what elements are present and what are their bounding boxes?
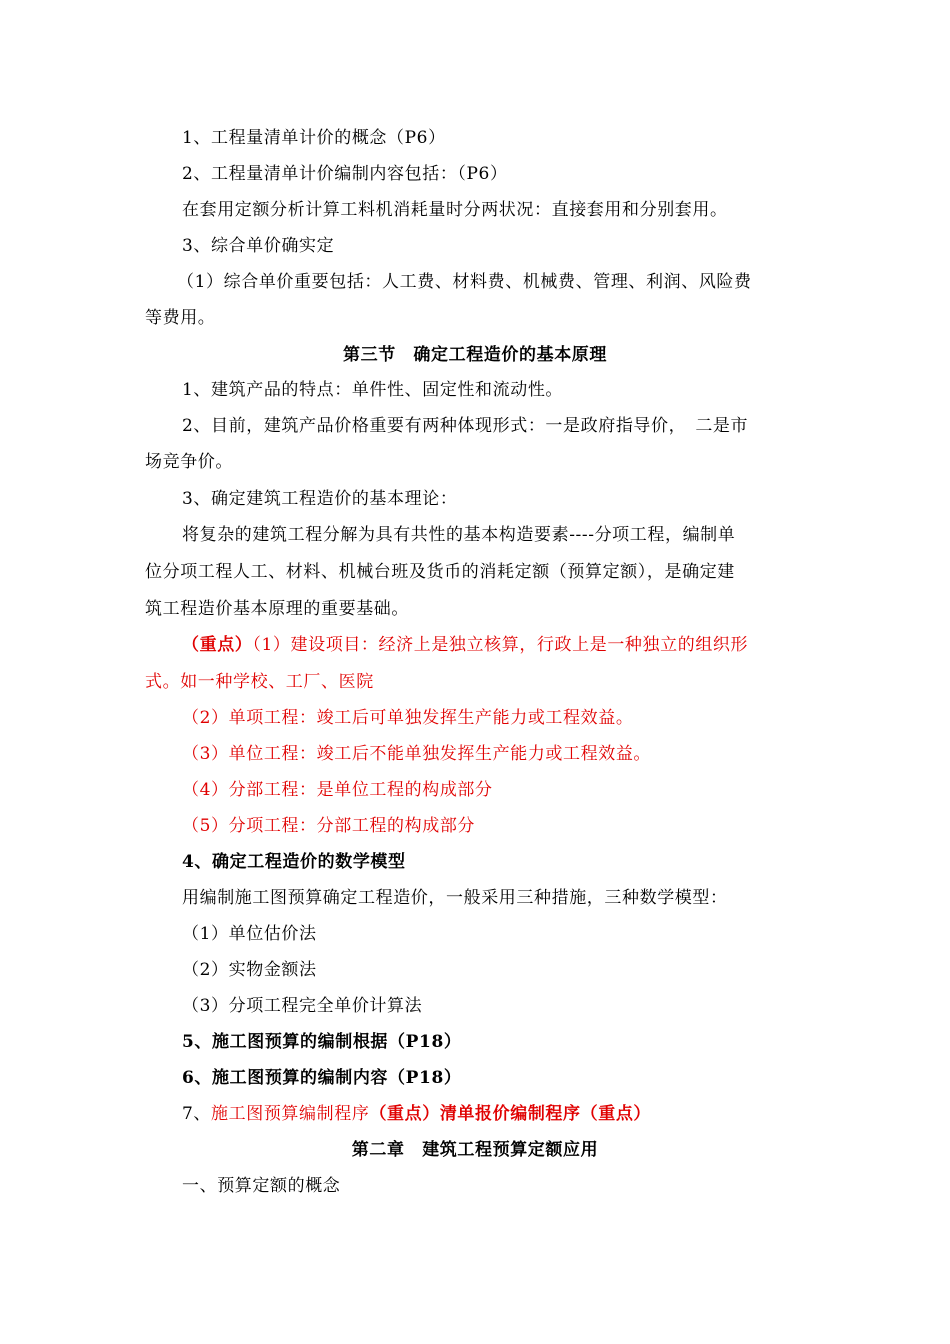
subsection-heading: 5、施工图预算的编制根据（P18）	[182, 1032, 462, 1052]
text-line: 2、目前，建筑产品价格重要有两种体现形式：一是政府指导价， 二是市	[182, 416, 749, 436]
text-line: 将复杂的建筑工程分解为具有共性的基本构造要素----分项工程，编制单	[182, 525, 736, 545]
text-line: 3、确定建筑工程造价的基本理论：	[182, 489, 458, 509]
text-line: （1）综合单价重要包括：人工费、材料费、机械费、管理、利润、风险费	[177, 272, 752, 292]
text-line: 用编制施工图预算确定工程造价，一般采用三种措施，三种数学模型：	[182, 888, 728, 908]
text-span: 施工图预算编制程序	[211, 1104, 370, 1124]
text-line: （3）分项工程完全单价计算法	[182, 996, 423, 1016]
text-line: 1、建筑产品的特点：单件性、固定性和流动性。	[182, 380, 564, 400]
text-line: 筑工程造价基本原理的重要基础。	[145, 599, 409, 619]
section-heading: 第三节 确定工程造价的基本原理	[343, 345, 607, 365]
text-line: 3、综合单价确实定	[182, 236, 335, 256]
mixed-line	[182, 1102, 651, 1126]
text-span: 7、	[182, 1104, 212, 1124]
text-line: 一、预算定额的概念	[182, 1176, 341, 1196]
red-highlight-line: （5）分项工程：分部工程的构成部分	[182, 816, 476, 836]
text-line: （1）单位估价法	[182, 924, 317, 944]
text-line: 场竞争价。	[145, 452, 233, 472]
text-line: 2、工程量清单计价编制内容包括：（P6）	[182, 164, 508, 184]
text-line: （2）实物金额法	[182, 960, 317, 980]
red-highlight-line: （2）单项工程：竣工后可单独发挥生产能力或工程效益。	[182, 708, 634, 728]
text-line: 1、工程量清单计价的概念（P6）	[182, 128, 446, 148]
red-highlight-line: 式。如一种学校、工厂、医院	[145, 672, 374, 692]
text-line: 等费用。	[145, 308, 216, 328]
red-highlight-line	[182, 633, 748, 657]
text-span: （1）建设项目：经济上是独立核算，行政上是一种独立的组织形	[252, 635, 749, 655]
key-point-label: （重点）清单报价编制程序（重点）	[369, 1104, 652, 1124]
subsection-heading: 4、确定工程造价的数学模型	[182, 852, 406, 872]
subsection-heading: 6、施工图预算的编制内容（P18）	[182, 1068, 462, 1088]
red-highlight-line: （3）单位工程：竣工后不能单独发挥生产能力或工程效益。	[182, 744, 652, 764]
red-highlight-line: （4）分部工程：是单位工程的构成部分	[182, 780, 493, 800]
text-line: 在套用定额分析计算工料机消耗量时分两状况：直接套用和分别套用。	[182, 200, 728, 220]
chapter-heading: 第二章 建筑工程预算定额应用	[351, 1140, 599, 1160]
key-point-label: （重点）	[182, 635, 253, 655]
text-line: 位分项工程人工、材料、机械台班及货币的消耗定额（预算定额），是确定建	[145, 562, 735, 582]
